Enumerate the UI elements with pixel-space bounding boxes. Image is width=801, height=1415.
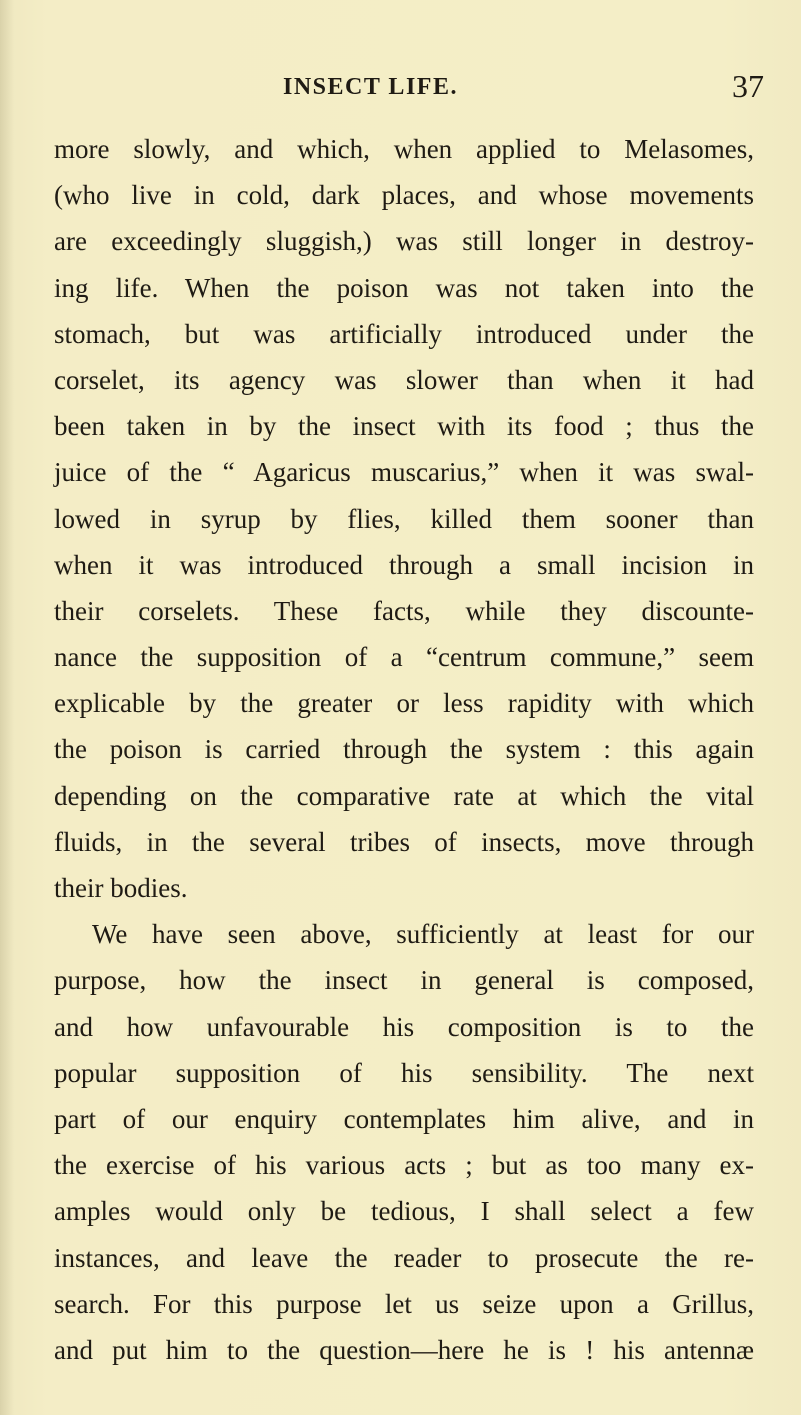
text-line: search. For this purpose let us seize upon a Grillus,: [54, 1288, 754, 1319]
page-header: [0, 68, 801, 108]
text-line: their corselets. These facts, while they discounte-: [54, 595, 754, 626]
text-line: more slowly, and which, when applied to Melasomes,: [54, 134, 754, 164]
text-line: part of our enquiry contemplates him alive, and in: [54, 1103, 754, 1134]
text-line: are exceedingly sluggish,) was still longer in destroy-: [54, 226, 754, 257]
text-line: fluids, in the several tribes of insects, move through: [54, 826, 754, 857]
running-title: INSECT LIFE.: [283, 74, 458, 100]
text-line: stomach, but was artificially introduced under the: [54, 318, 754, 349]
text-line: depending on the comparative rate at which the vital: [54, 780, 754, 811]
text-line: been taken in by the insect with its food ; thus the: [54, 411, 754, 442]
text-line: ing life. When the poison was not taken into the: [54, 272, 754, 303]
text-line: purpose, how the insect in general is composed,: [54, 965, 754, 996]
text-line: and how unfavourable his composition is to the: [54, 1011, 754, 1042]
text-line: the poison is carried through the system : this again: [54, 734, 754, 765]
text-line: explicable by the greater or less rapidity with which: [54, 688, 754, 719]
page-gutter-shadow: [0, 0, 14, 1415]
page-number: 37: [732, 68, 764, 104]
text-line: their bodies.: [54, 873, 188, 903]
text-line: and put him to the question—here he is ! his antennæ: [54, 1334, 754, 1365]
text-line: nance the supposition of a “centrum commune,” seem: [54, 642, 754, 673]
body-text: [54, 126, 754, 1373]
text-line: juice of the “ Agaricus muscarius,” when it was swal-: [54, 457, 754, 488]
text-line: (who live in cold, dark places, and whose movements: [54, 180, 754, 211]
text-line: the exercise of his various acts ; but as too many ex-: [54, 1150, 754, 1181]
text-line: lowed in syrup by flies, killed them sooner than: [54, 503, 754, 534]
text-line: amples would only be tedious, I shall select a few: [54, 1196, 754, 1227]
text-line: We have seen above, sufficiently at least for our: [92, 919, 754, 950]
text-line: instances, and leave the reader to prosecute the re-: [54, 1242, 754, 1273]
text-line: popular supposition of his sensibility. The next: [54, 1057, 754, 1088]
text-line: corselet, its agency was slower than when it had: [54, 364, 754, 395]
text-line: when it was introduced through a small incision in: [54, 549, 754, 580]
